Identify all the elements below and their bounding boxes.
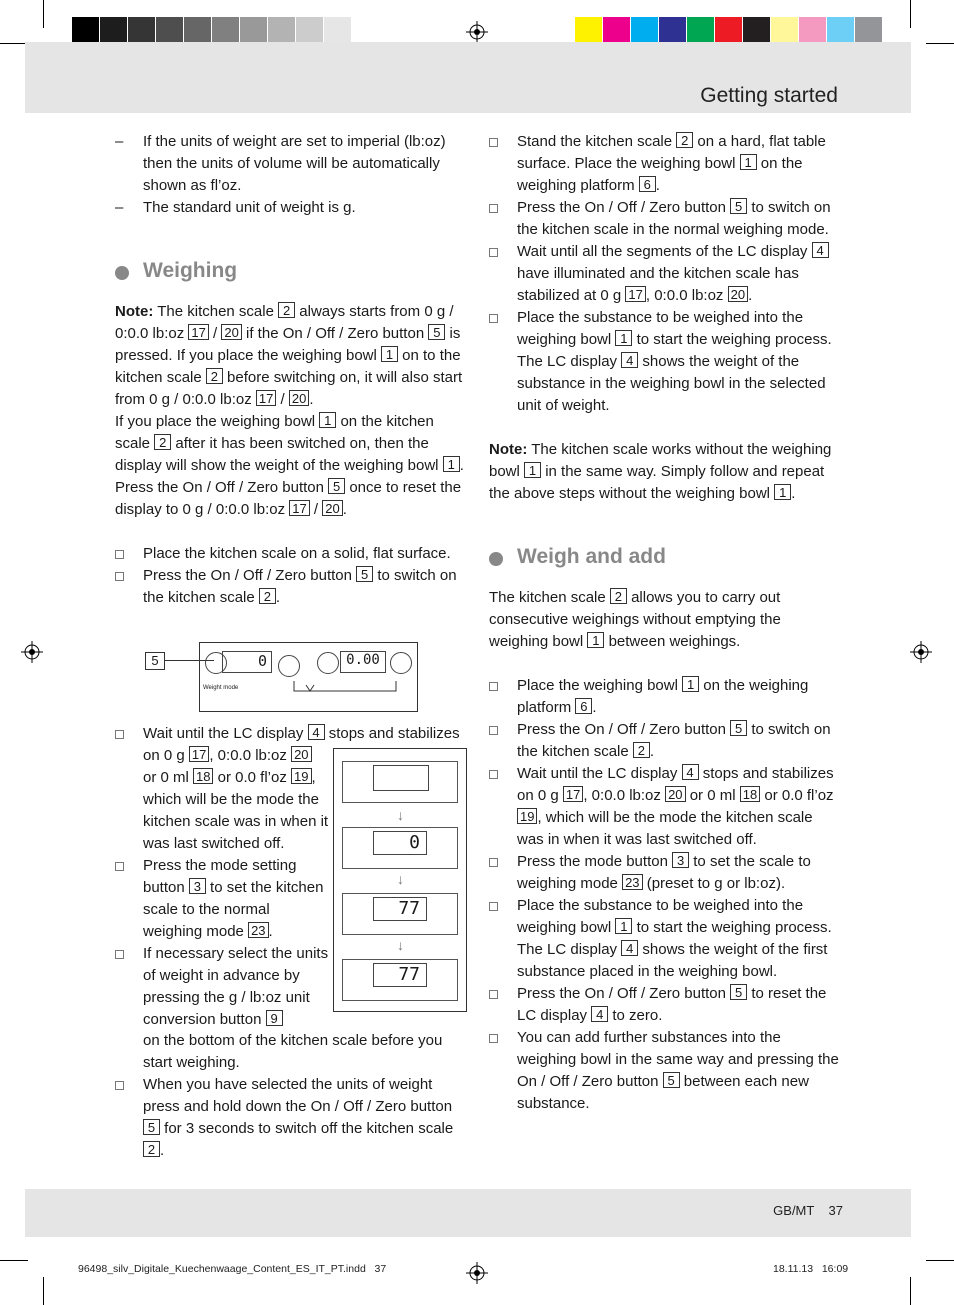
- ref-box: 4: [308, 724, 325, 740]
- ref-box: 1: [587, 632, 604, 648]
- page-title: Getting started: [700, 84, 838, 107]
- ref-box: 2: [143, 1141, 160, 1157]
- ref-box: 1: [740, 154, 757, 170]
- ref-box: 3: [672, 852, 689, 868]
- ref-box: 2: [259, 588, 276, 604]
- ref-box: 4: [682, 764, 699, 780]
- checkbox-square-icon: [489, 902, 498, 911]
- list-item: Place the weighing bowl 1 on the weighing platform 6 .: [489, 675, 841, 719]
- arrow-down-icon: ↓: [397, 937, 404, 953]
- list-item: Press the mode setting button 3 to set the kitchen scale to the normal weighing mode 23 .: [115, 855, 329, 943]
- left-column-3: [143, 745, 329, 855]
- list-item: Place the kitchen scale on a solid, flat surface.: [115, 543, 467, 565]
- lcd-display: 77: [373, 897, 427, 921]
- note-paragraph: Note: The kitchen scale works without the weighing bowl 1 in the same way. Simply follow and repeat the above steps without the weighing bowl 1 .: [489, 441, 832, 502]
- mode-button-icon: [317, 652, 339, 674]
- left-column: [115, 131, 467, 609]
- checkbox-square-icon: [489, 1034, 498, 1043]
- checkbox-square-icon: [115, 550, 124, 559]
- ref-box: 2: [633, 742, 650, 758]
- checkbox-square-icon: [489, 138, 498, 147]
- ref-box: 17: [289, 500, 309, 516]
- lcd-display: 0.00: [340, 651, 386, 673]
- lcd-display: 0: [222, 651, 272, 673]
- left-column-5: [143, 1030, 467, 1162]
- ref-box: 17: [625, 286, 645, 302]
- checkbox-square-icon: [115, 1081, 124, 1090]
- crop-mark: [926, 1260, 954, 1261]
- note-paragraph: Note: The kitchen scale 2 always starts from 0 g / 0:0.0 lb:oz 17 / 20 if the On / Off / Zero button 5 is pressed. If you place the weighing bowl 1 on to the kitchen scale 2 before switching on, it will also start from 0 g / 0:0.0 lb:oz 17 / 20 .: [115, 303, 463, 408]
- list-item: Press the mode button 3 to set the scale to weighing mode 23 (preset to g or lb:oz).: [489, 851, 841, 895]
- section-heading: Weigh and add: [489, 546, 841, 568]
- ref-box: 1: [615, 330, 632, 346]
- list-item: – The standard unit of weight is g.: [115, 197, 467, 219]
- crop-mark: [43, 1277, 44, 1305]
- checkbox-square-icon: [489, 682, 498, 691]
- registration-mark-icon: [466, 21, 488, 43]
- ref-box: 6: [575, 698, 592, 714]
- checkbox-square-icon: [115, 572, 124, 581]
- on-off-button-icon: [278, 655, 300, 677]
- left-column-2: [115, 723, 467, 745]
- arrow-down-icon: ↓: [397, 871, 404, 887]
- mode-label: Weight mode: [203, 685, 239, 691]
- checkbox-square-icon: [489, 248, 498, 257]
- crop-mark: [926, 43, 954, 44]
- section-heading: Weighing: [115, 260, 467, 282]
- list-item: Place the substance to be weighed into the weighing bowl 1 to start the weighing process. The LC display 4 shows the weight of the first substance placed in the weighing bowl.: [489, 895, 841, 983]
- ref-box: 2: [610, 588, 627, 604]
- scale-panel-diagram: [199, 642, 418, 712]
- ref-box: 19: [291, 768, 311, 784]
- scale-panel: [342, 827, 458, 869]
- list-item: Press the On / Off / Zero button 5 to switch on the kitchen scale in the normal weighing mode.: [489, 197, 841, 241]
- scale-panel: [342, 959, 458, 1001]
- ref-box: 23: [248, 922, 268, 938]
- ref-box: 1: [524, 462, 541, 478]
- ref-box: 17: [256, 390, 276, 406]
- ref-box: 1: [443, 456, 460, 472]
- ref-box: 2: [206, 368, 223, 384]
- checkbox-square-icon: [489, 858, 498, 867]
- ref-box: 17: [189, 746, 209, 762]
- ref-box: 9: [266, 1010, 283, 1026]
- ref-box: 20: [289, 390, 309, 406]
- ref-box: 18: [740, 786, 760, 802]
- list-item: If necessary select the units of weight in advance by pressing the g / lb:oz unit conversion button 9: [115, 943, 329, 1031]
- ref-box: 5: [730, 984, 747, 1000]
- callout-line: [164, 660, 214, 661]
- crop-mark: [0, 1260, 28, 1261]
- ref-box: 20: [665, 786, 685, 802]
- ref-box: 19: [517, 808, 537, 824]
- checkbox-square-icon: [489, 726, 498, 735]
- callout-box: 5: [145, 652, 165, 670]
- checkbox-square-icon: [115, 862, 124, 871]
- checkbox-square-icon: [489, 990, 498, 999]
- list-item: Wait until all the segments of the LC display 4 have illuminated and the kitchen scale has stabilized at 0 g 17 , 0:0.0 lb:oz 20 .: [489, 241, 841, 307]
- list-item: – If the units of weight are set to imperial (lb:oz) then the units of volume will be automatically shown as fl’oz.: [115, 131, 467, 197]
- ref-box: 6: [639, 176, 656, 192]
- list-item: Wait until the LC display 4 stops and stabilizes on 0 g 17 , 0:0.0 lb:oz 20 or 0 ml 18 or 0.0 fl’oz 19 , which will be the mode the kitchen scale was in when it was last switched off.: [489, 763, 841, 851]
- crop-mark: [910, 0, 911, 28]
- list-item: Place the substance to be weighed into the weighing bowl 1 to start the weighing process. The LC display 4 shows the weight of the substance in the weighing bowl in the selected unit of weight.: [489, 307, 841, 417]
- ref-box: 5: [428, 324, 445, 340]
- ref-box: 17: [563, 786, 583, 802]
- bullet-dot-icon: [489, 552, 503, 566]
- ref-box: 1: [774, 484, 791, 500]
- list-item: Press the On / Off / Zero button 5 to switch on the kitchen scale 2 .: [489, 719, 841, 763]
- crop-mark: [0, 43, 28, 44]
- bullet-dot-icon: [115, 266, 129, 280]
- right-column: [489, 131, 841, 1115]
- ref-box: 18: [193, 768, 213, 784]
- ref-box: 5: [730, 720, 747, 736]
- paragraph: Press the On / Off / Zero button 5 once to reset the display to 0 g / 0:0.0 lb:oz 17 / 20 .: [115, 479, 462, 518]
- ref-box: 1: [319, 412, 336, 428]
- paragraph: The kitchen scale 2 allows you to carry out consecutive weighings without emptying the weighing bowl 1 between weighings.: [489, 589, 781, 650]
- slug-filename: 96498_silv_Digitale_Kuechenwaage_Content_ES_IT_PT.indd 37: [78, 1263, 387, 1275]
- list-item: Wait until the LC display 4 stops and stabilizes: [115, 723, 467, 745]
- ref-box: 23: [622, 874, 642, 890]
- ref-box: 5: [328, 478, 345, 494]
- registration-mark-icon: [466, 1262, 488, 1284]
- page-number: GB/MT 37: [773, 1203, 843, 1218]
- crop-mark: [43, 0, 44, 28]
- ref-box: 4: [591, 1006, 608, 1022]
- lcd-display: 77: [373, 963, 427, 987]
- ref-box: 5: [663, 1072, 680, 1088]
- ref-box: 2: [676, 132, 693, 148]
- checkbox-square-icon: [489, 770, 498, 779]
- registration-mark-icon: [910, 641, 932, 663]
- ref-box: 20: [221, 324, 241, 340]
- lcd-sequence-diagram: [333, 748, 467, 1012]
- ref-box: 1: [615, 918, 632, 934]
- left-column-4: [115, 855, 329, 1031]
- crop-mark: [910, 1277, 911, 1305]
- ref-box: 1: [682, 676, 699, 692]
- bracket-arrow-icon: [292, 679, 402, 701]
- ref-box: 17: [188, 324, 208, 340]
- registration-mark-icon: [21, 641, 43, 663]
- scale-panel: [342, 893, 458, 935]
- ref-box: 2: [154, 434, 171, 450]
- ref-box: 3: [189, 878, 206, 894]
- ref-box: 1: [381, 346, 398, 362]
- ref-box: 2: [278, 302, 295, 318]
- list-item: When you have selected the units of weight press and hold down the On / Off / Zero button 5 for 3 seconds to switch off the kitchen scale 2 .: [115, 1074, 467, 1162]
- paragraph: on the bottom of the kitchen scale before you start weighing.: [143, 1032, 443, 1071]
- checkbox-square-icon: [489, 204, 498, 213]
- checkbox-square-icon: [115, 730, 124, 739]
- ref-box: 5: [143, 1119, 160, 1135]
- ref-box: 20: [291, 746, 311, 762]
- lcd-display: [373, 765, 429, 791]
- lcd-display: 0: [373, 831, 427, 855]
- ref-box: 20: [728, 286, 748, 302]
- list-item: Stand the kitchen scale 2 on a hard, flat table surface. Place the weighing bowl 1 on the weighing platform 6 .: [489, 131, 841, 197]
- list-item: Press the On / Off / Zero button 5 to reset the LC display 4 to zero.: [489, 983, 841, 1027]
- ref-box: 5: [730, 198, 747, 214]
- ref-box: 4: [621, 352, 638, 368]
- arrow-down-icon: ↓: [397, 807, 404, 823]
- on-off-button-icon: [390, 652, 412, 674]
- scale-panel: [342, 761, 458, 803]
- ref-box: 5: [356, 566, 373, 582]
- paragraph: If you place the weighing bowl 1 on the kitchen scale 2 after it has been switched on, then the display will show the weight of the weighing bowl 1 .: [115, 413, 464, 474]
- ref-box: 4: [621, 940, 638, 956]
- slug-date: 18.11.13 16:09: [773, 1263, 849, 1275]
- ref-box: 20: [322, 500, 342, 516]
- paragraph: on 0 g 17 , 0:0.0 lb:oz 20 or 0 ml 18 or 0.0 fl’oz 19 , which will be the mode the kitchen scale was in when it was last switched off.: [143, 747, 329, 852]
- list-item: Press the On / Off / Zero button 5 to switch on the kitchen scale 2 .: [115, 565, 467, 609]
- list-item: You can add further substances into the weighing bowl in the same way and pressing the On / Off / Zero button 5 between each new substance.: [489, 1027, 841, 1115]
- checkbox-square-icon: [489, 314, 498, 323]
- ref-box: 4: [812, 242, 829, 258]
- mode-button-icon: [205, 652, 227, 674]
- checkbox-square-icon: [115, 950, 124, 959]
